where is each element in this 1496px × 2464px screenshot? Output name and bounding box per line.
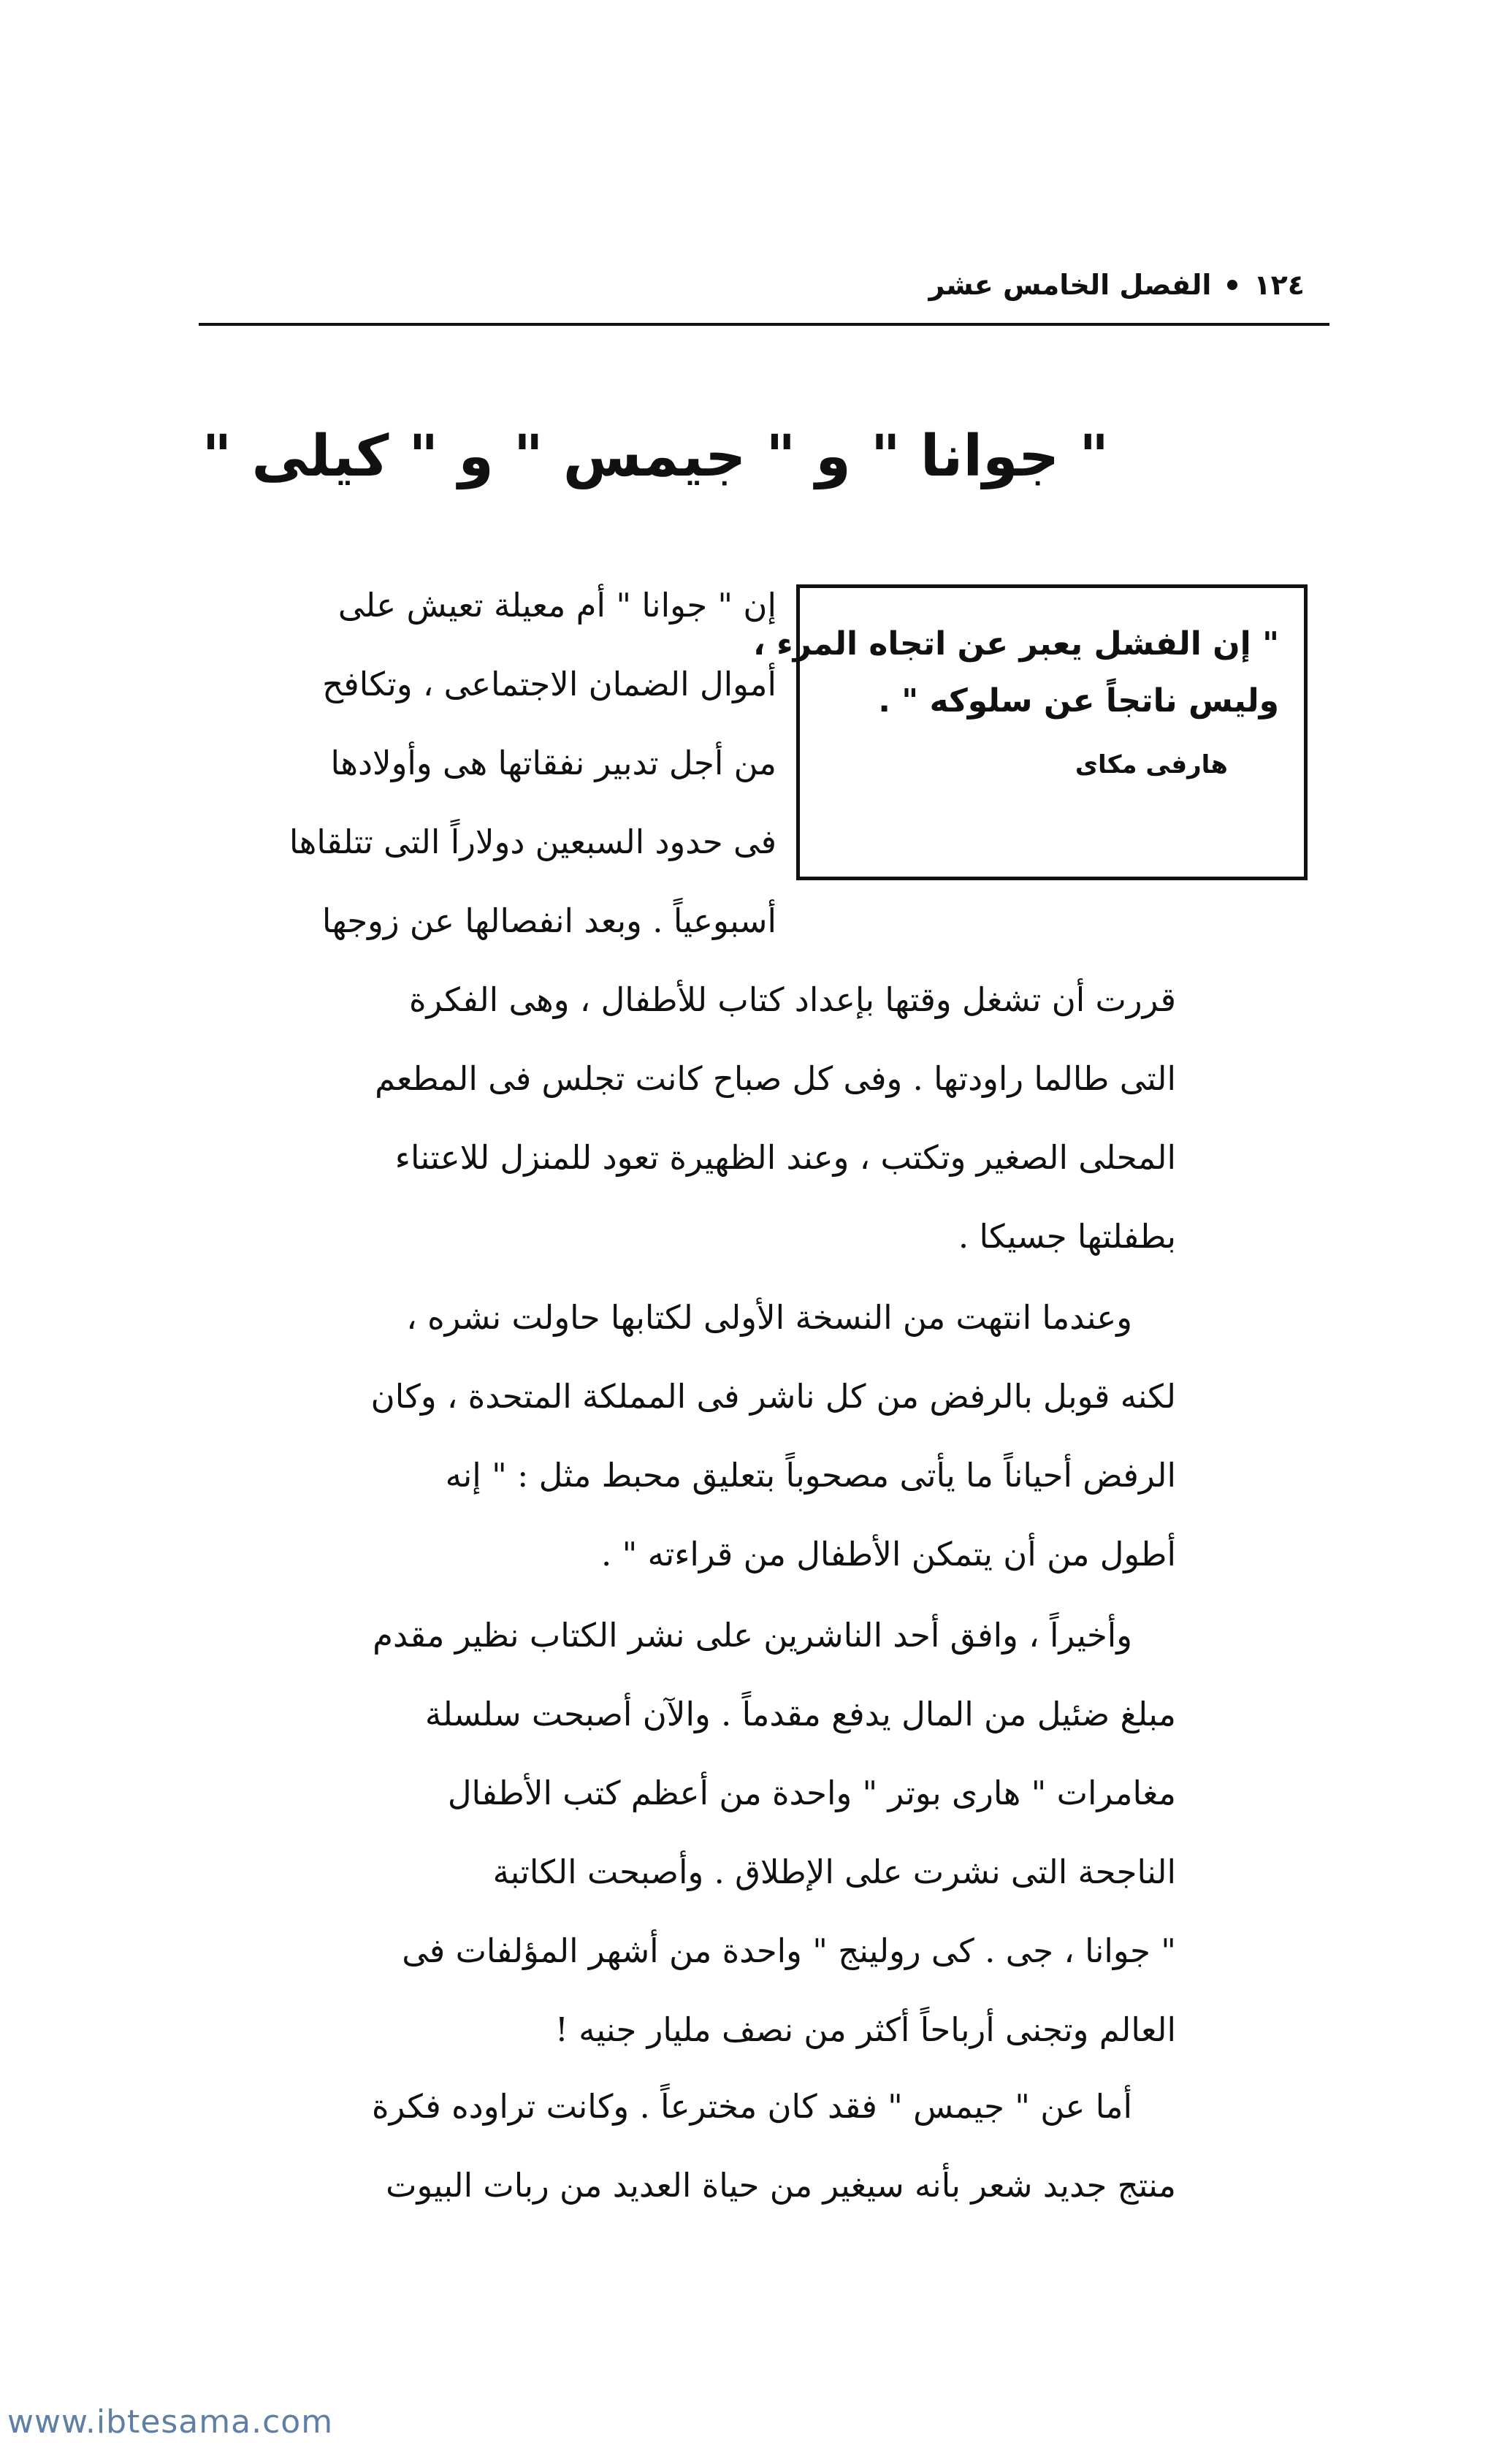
paragraph-1-wrapped xyxy=(201,566,776,961)
text-line: أطول من أن يتمكن الأطفال من قراءته " . xyxy=(601,1535,1176,1574)
text-line: التى طالما راودتها . وفى كل صباح كانت تجلس فى المطعم xyxy=(375,1059,1176,1098)
paragraph-1-continued xyxy=(201,961,1176,1276)
text-line: قررت أن تشغل وقتها بإعداد كتاب للأطفال ، وهى الفكرة xyxy=(408,980,1176,1019)
text-line: المحلى الصغير وتكتب ، وعند الظهيرة تعود للمنزل للاعتناء xyxy=(394,1138,1176,1177)
text-line: أسبوعياً . وبعد انفصالها عن زوجها xyxy=(321,901,776,940)
text-line: " جوانا ، جى . كى رولينج " واحدة من أشهر المؤلفات فى xyxy=(402,1931,1176,1970)
text-line: وعندما انتهت من النسخة الأولى لكتابها حاولت نشره ، xyxy=(406,1298,1132,1337)
quote-text xyxy=(753,616,1279,730)
paragraph-3 xyxy=(201,1596,1176,2070)
page-number: ١٢٤ xyxy=(1253,269,1305,301)
quote-author: هارفى مكاى xyxy=(1075,750,1228,779)
text-line: مبلغ ضئيل من المال يدفع مقدماً . والآن أصبحت سلسلة xyxy=(424,1695,1176,1733)
text-line: مغامرات " هارى بوتر " واحدة من أعظم كتب الأطفال xyxy=(447,1774,1176,1812)
running-header xyxy=(340,259,1305,310)
header-divider xyxy=(199,323,1329,326)
text-line: إن " جوانا " أم معيلة تعيش على xyxy=(337,586,776,625)
text-line: الناجحة التى نشرت على الإطلاق . وأصبحت الكاتبة xyxy=(492,1853,1176,1891)
text-line: وأخيراً ، وافق أحد الناشرين على نشر الكتاب نظير مقدم xyxy=(373,1616,1132,1655)
text-line: بطفلتها جسيكا . xyxy=(958,1217,1176,1256)
paragraph-2 xyxy=(201,1278,1176,1594)
section-title: " جوانا " و " جيمس " و " كيلى " xyxy=(202,424,1109,489)
chapter-title: الفصل الخامس عشر xyxy=(928,269,1212,301)
text-line: فى حدود السبعين دولاراً التى تتلقاها xyxy=(289,823,776,861)
watermark-url: www.ibtesama.com xyxy=(7,2403,334,2441)
text-line: أما عن " جيمس " فقد كان مخترعاً . وكانت تراوده فكرة xyxy=(372,2087,1132,2126)
text-line: العالم وتجنى أرباحاً أكثر من نصف مليار جنيه ! xyxy=(554,2010,1176,2049)
text-line: أموال الضمان الاجتماعى ، وتكافح xyxy=(322,665,776,703)
text-line: من أجل تدبير نفقاتها هى وأولادها xyxy=(330,744,776,782)
text-line: منتج جديد شعر بأنه سيغير من حياة العديد من ربات البيوت xyxy=(386,2166,1176,2205)
text-line: الرفض أحياناً ما يأتى مصحوباً بتعليق محبط مثل : " إنه xyxy=(445,1456,1176,1495)
bullet-icon xyxy=(1227,280,1237,290)
quote-line: وليس ناتجاً عن سلوكه " . xyxy=(878,682,1279,720)
text-line: لكنه قوبل بالرفض من كل ناشر فى المملكة المتحدة ، وكان xyxy=(370,1377,1176,1416)
quote-box xyxy=(753,584,1308,880)
quote-line: " إن الفشل يعبر عن اتجاه المرء ، xyxy=(753,625,1279,663)
paragraph-4 xyxy=(201,2067,1176,2225)
